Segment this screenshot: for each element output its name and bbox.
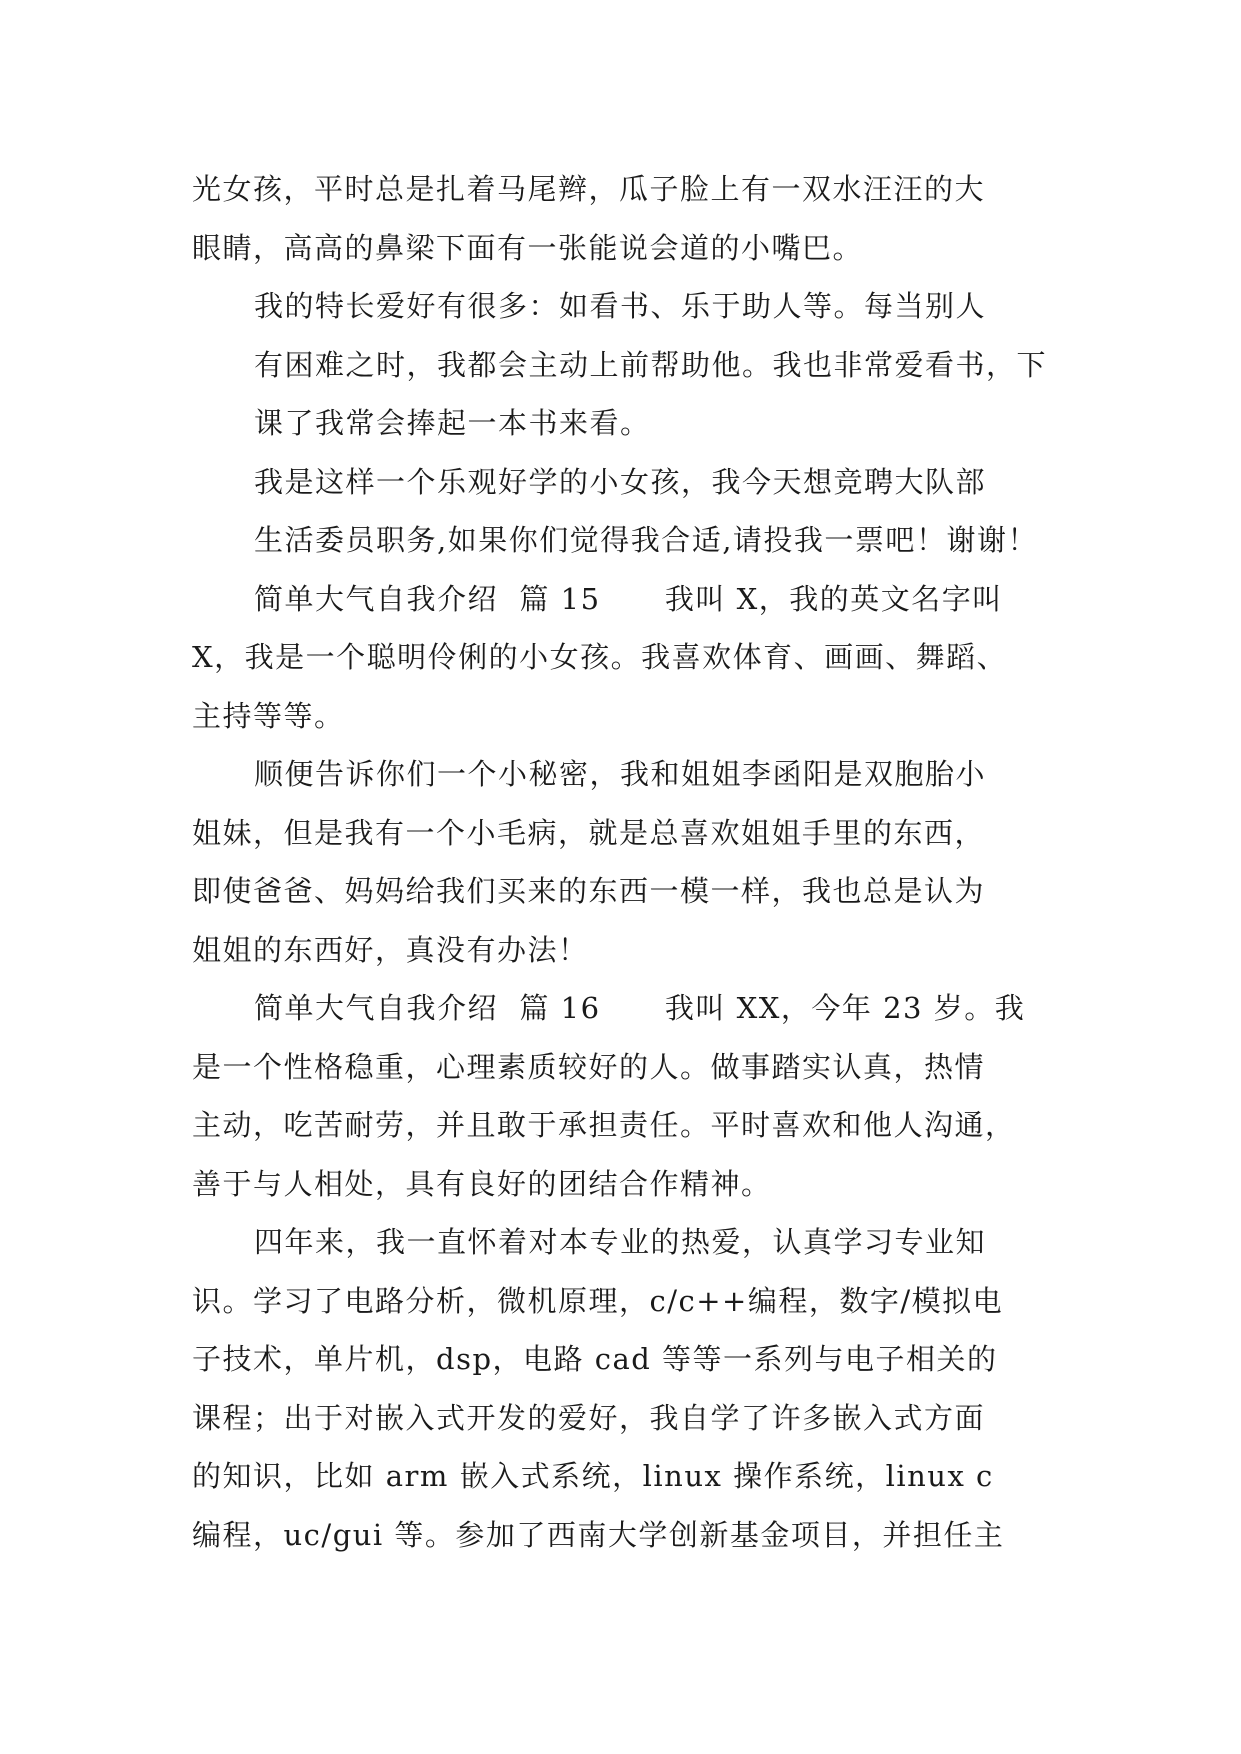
text-line: 主动，吃苦耐劳，并且敢于承担责任。平时喜欢和他人沟通， [192,1108,1016,1142]
text-line: 有困难之时，我都会主动上前帮助他。我也非常爱看书，下 [254,347,1048,382]
text-line: 善于与人相处，具有良好的团结合作精神。 [192,1166,772,1201]
text-line: X，我是一个聪明伶俐的小女孩。我喜欢体育、画画、舞蹈、 [192,640,1008,674]
text-line: 的知识，比如 arm 嵌入式系统，linux 操作系统，linux c [192,1459,994,1493]
text-line: 顺便告诉你们一个小秘密，我和姐姐李函阳是双胞胎小 [254,757,987,791]
text-line: 姐姐的东西好，真没有办法！ [192,932,589,967]
paragraph-section-16 [192,979,1072,1213]
text-line: 课了我常会捧起一本书来看。 [254,406,651,440]
text-line: 光女孩，平时总是扎着马尾辫，瓜子脸上有一双水汪汪的大 [192,172,986,206]
section-heading-line: 简单大气自我介绍 篇 15 我叫 X，我的英文名字叫 [254,581,1003,616]
paragraph-hobbies [192,277,1072,453]
text-line: 是一个性格稳重，心理素质较好的人。做事踏实认真，热情 [192,1049,986,1084]
paragraph-studies [192,1213,1072,1564]
document-body [192,160,1072,1564]
text-line: 眼睛，高高的鼻梁下面有一张能说会道的小嘴巴。 [192,230,864,265]
paragraph-campaign [192,453,1072,570]
text-line: 我的特长爱好有很多：如看书、乐于助人等。每当别人 [254,289,987,323]
text-line: 识。学习了电路分析，微机原理，c/c++编程，数字/模拟电 [192,1283,1004,1318]
paragraph-appearance [192,160,1072,277]
text-line: 课程；出于对嵌入式开发的爱好，我自学了许多嵌入式方面 [192,1400,986,1435]
text-line: 我是这样一个乐观好学的小女孩，我今天想竞聘大队部 [254,464,987,499]
paragraph-twins [192,745,1072,979]
text-line: 生活委员职务,如果你们觉得我合适,请投我一票吧！谢谢！ [254,523,1038,557]
section-heading-line: 简单大气自我介绍 篇 16 我叫 XX，今年 23 岁。我 [254,991,1026,1025]
text-line: 即使爸爸、妈妈给我们买来的东西一模一样，我也总是认为 [192,874,986,908]
paragraph-section-15 [192,570,1072,746]
text-line: 编程，uc/gui 等。参加了西南大学创新基金项目，并担任主 [192,1517,1005,1552]
text-line: 子技术，单片机，dsp，电路 cad 等等一系列与电子相关的 [192,1342,998,1376]
text-line: 主持等等。 [192,698,345,733]
text-line: 四年来，我一直怀着对本专业的热爱，认真学习专业知 [254,1225,987,1259]
text-line: 姐妹，但是我有一个小毛病，就是总喜欢姐姐手里的东西， [192,815,986,850]
